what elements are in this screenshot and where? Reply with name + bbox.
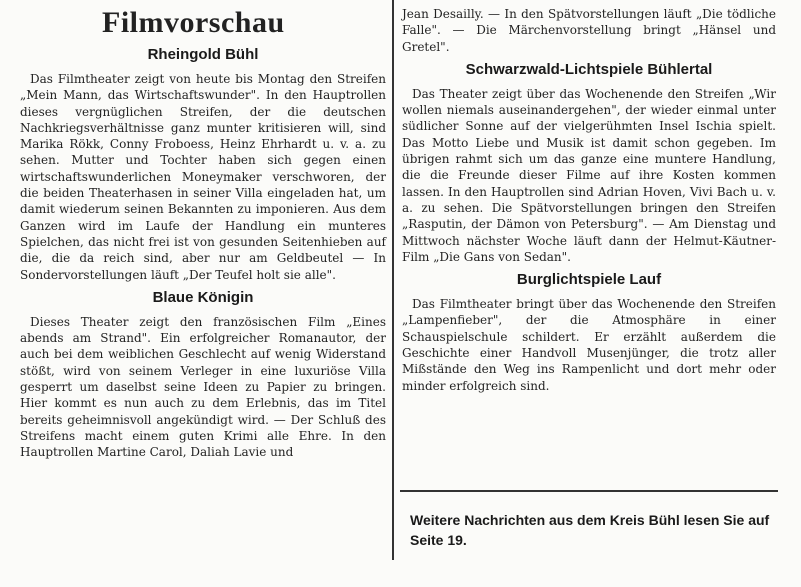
- article-heading: Schwarzwald-Lichtspiele Bühlertal: [465, 60, 713, 78]
- article-blaue-koenigin: [20, 289, 386, 461]
- article-body: Das Filmtheater zeigt von heute bis Montag den Streifen „Mein Mann, das Wirtschaftswunder". In den Hauptrollen dieses vergnüglichen Streifen, der die deutschen Nachkriegsverhältnisse ganz munter kritisieren will, sind Marika Rökk, Conny Froboess, Heinz Ehrhardt u. v. a. zu sehen. Mutter und Tochter haben sich gegen einen wirtschaftswunderlichen Moneymaker verschworen, der die beiden Theaterhasen in seiner Villa eingeladen hat, um damit wiederum seinen Bekannten zu imponieren. Aus dem Ganzen wird im Laufe der Handlung ein munteres Spielchen, das nicht frei ist von gesunden Seitenhieben auf die, die da reich sind, aber nur am Geldbeutel — In Sondervorstellungen läuft „Der Teufel holt sie alle".: [20, 72, 386, 282]
- article-rheingold: [20, 46, 386, 283]
- article-burglichtspiele: [402, 271, 776, 394]
- right-column: [402, 6, 776, 400]
- article-schwarzwald: [402, 61, 776, 265]
- article-body: Jean Desailly. — In den Spätvorstellungen läuft „Die tödliche Falle". — Die Märchenvorstellung bringt „Hänsel und Gretel".: [402, 7, 776, 54]
- article-heading: Burglichtspiele Lauf: [516, 271, 662, 289]
- article-continuation: [402, 6, 776, 55]
- masthead-title: Filmvorschau: [102, 6, 285, 39]
- left-column: [20, 6, 386, 467]
- article-heading: Blaue Königin: [152, 288, 254, 306]
- footer-note: Weitere Nachrichten aus dem Kreis Bühl lesen Sie auf Seite 19.: [410, 512, 770, 548]
- article-body: Dieses Theater zeigt den französischen Film „Eines abends am Strand". Ein erfolgreicher Romanautor, der auch bei dem weiblichen Geschlecht auf wenig Widerstand stößt, wird von seinem Verleger in eine luxuriöse Villa gesperrt um daselbst seine Ideen zu Papier zu bringen. Hier kommt es nun auch zu dem Erlebnis, das im Titel bereits geheimnisvoll angekündigt wird. — Der Schluß des Streifens macht einem guten Krimi alle Ehre. In den Hauptrollen Martine Carol, Daliah Lavie und: [20, 314, 386, 460]
- article-body: Das Filmtheater bringt über das Wochenende den Streifen „Lampenfieber", der die Atmosphäre in einer Schauspielschule schildert. Er erzählt außerdem die Geschichte einer Handvoll Musenjünger, die trotz aller Mißstände den Weg ins Rampenlicht und dort mehr oder minder erfolgreich sind.: [402, 297, 776, 393]
- column-divider: [392, 0, 394, 560]
- article-body: Das Theater zeigt über das Wochenende den Streifen „Wir wollen niemals auseinandergehen", der wieder einmal unter südlicher Sonne auf der vielgerühmten Insel Ischia spielt. Das Motto Liebe und Musik ist damit schon gegeben. Im übrigen rahmt sich um das ganze eine muntere Handlung, die die Freunde dieser Filme auf ihre Kosten kommen lassen. In den Hauptrollen sind Adrian Hoven, Vivi Bach u. v. a. zu sehen. Die Spätvorstellungen bringen den Streifen „Rasputin, der Dämon von Petersburg". — Am Dienstag und Mittwoch nächster Woche läuft dann der Helmut-Käutner-Film „Die Gans von Sedan".: [402, 86, 776, 264]
- article-heading: Rheingold Bühl: [147, 46, 259, 63]
- section-divider: [400, 490, 778, 492]
